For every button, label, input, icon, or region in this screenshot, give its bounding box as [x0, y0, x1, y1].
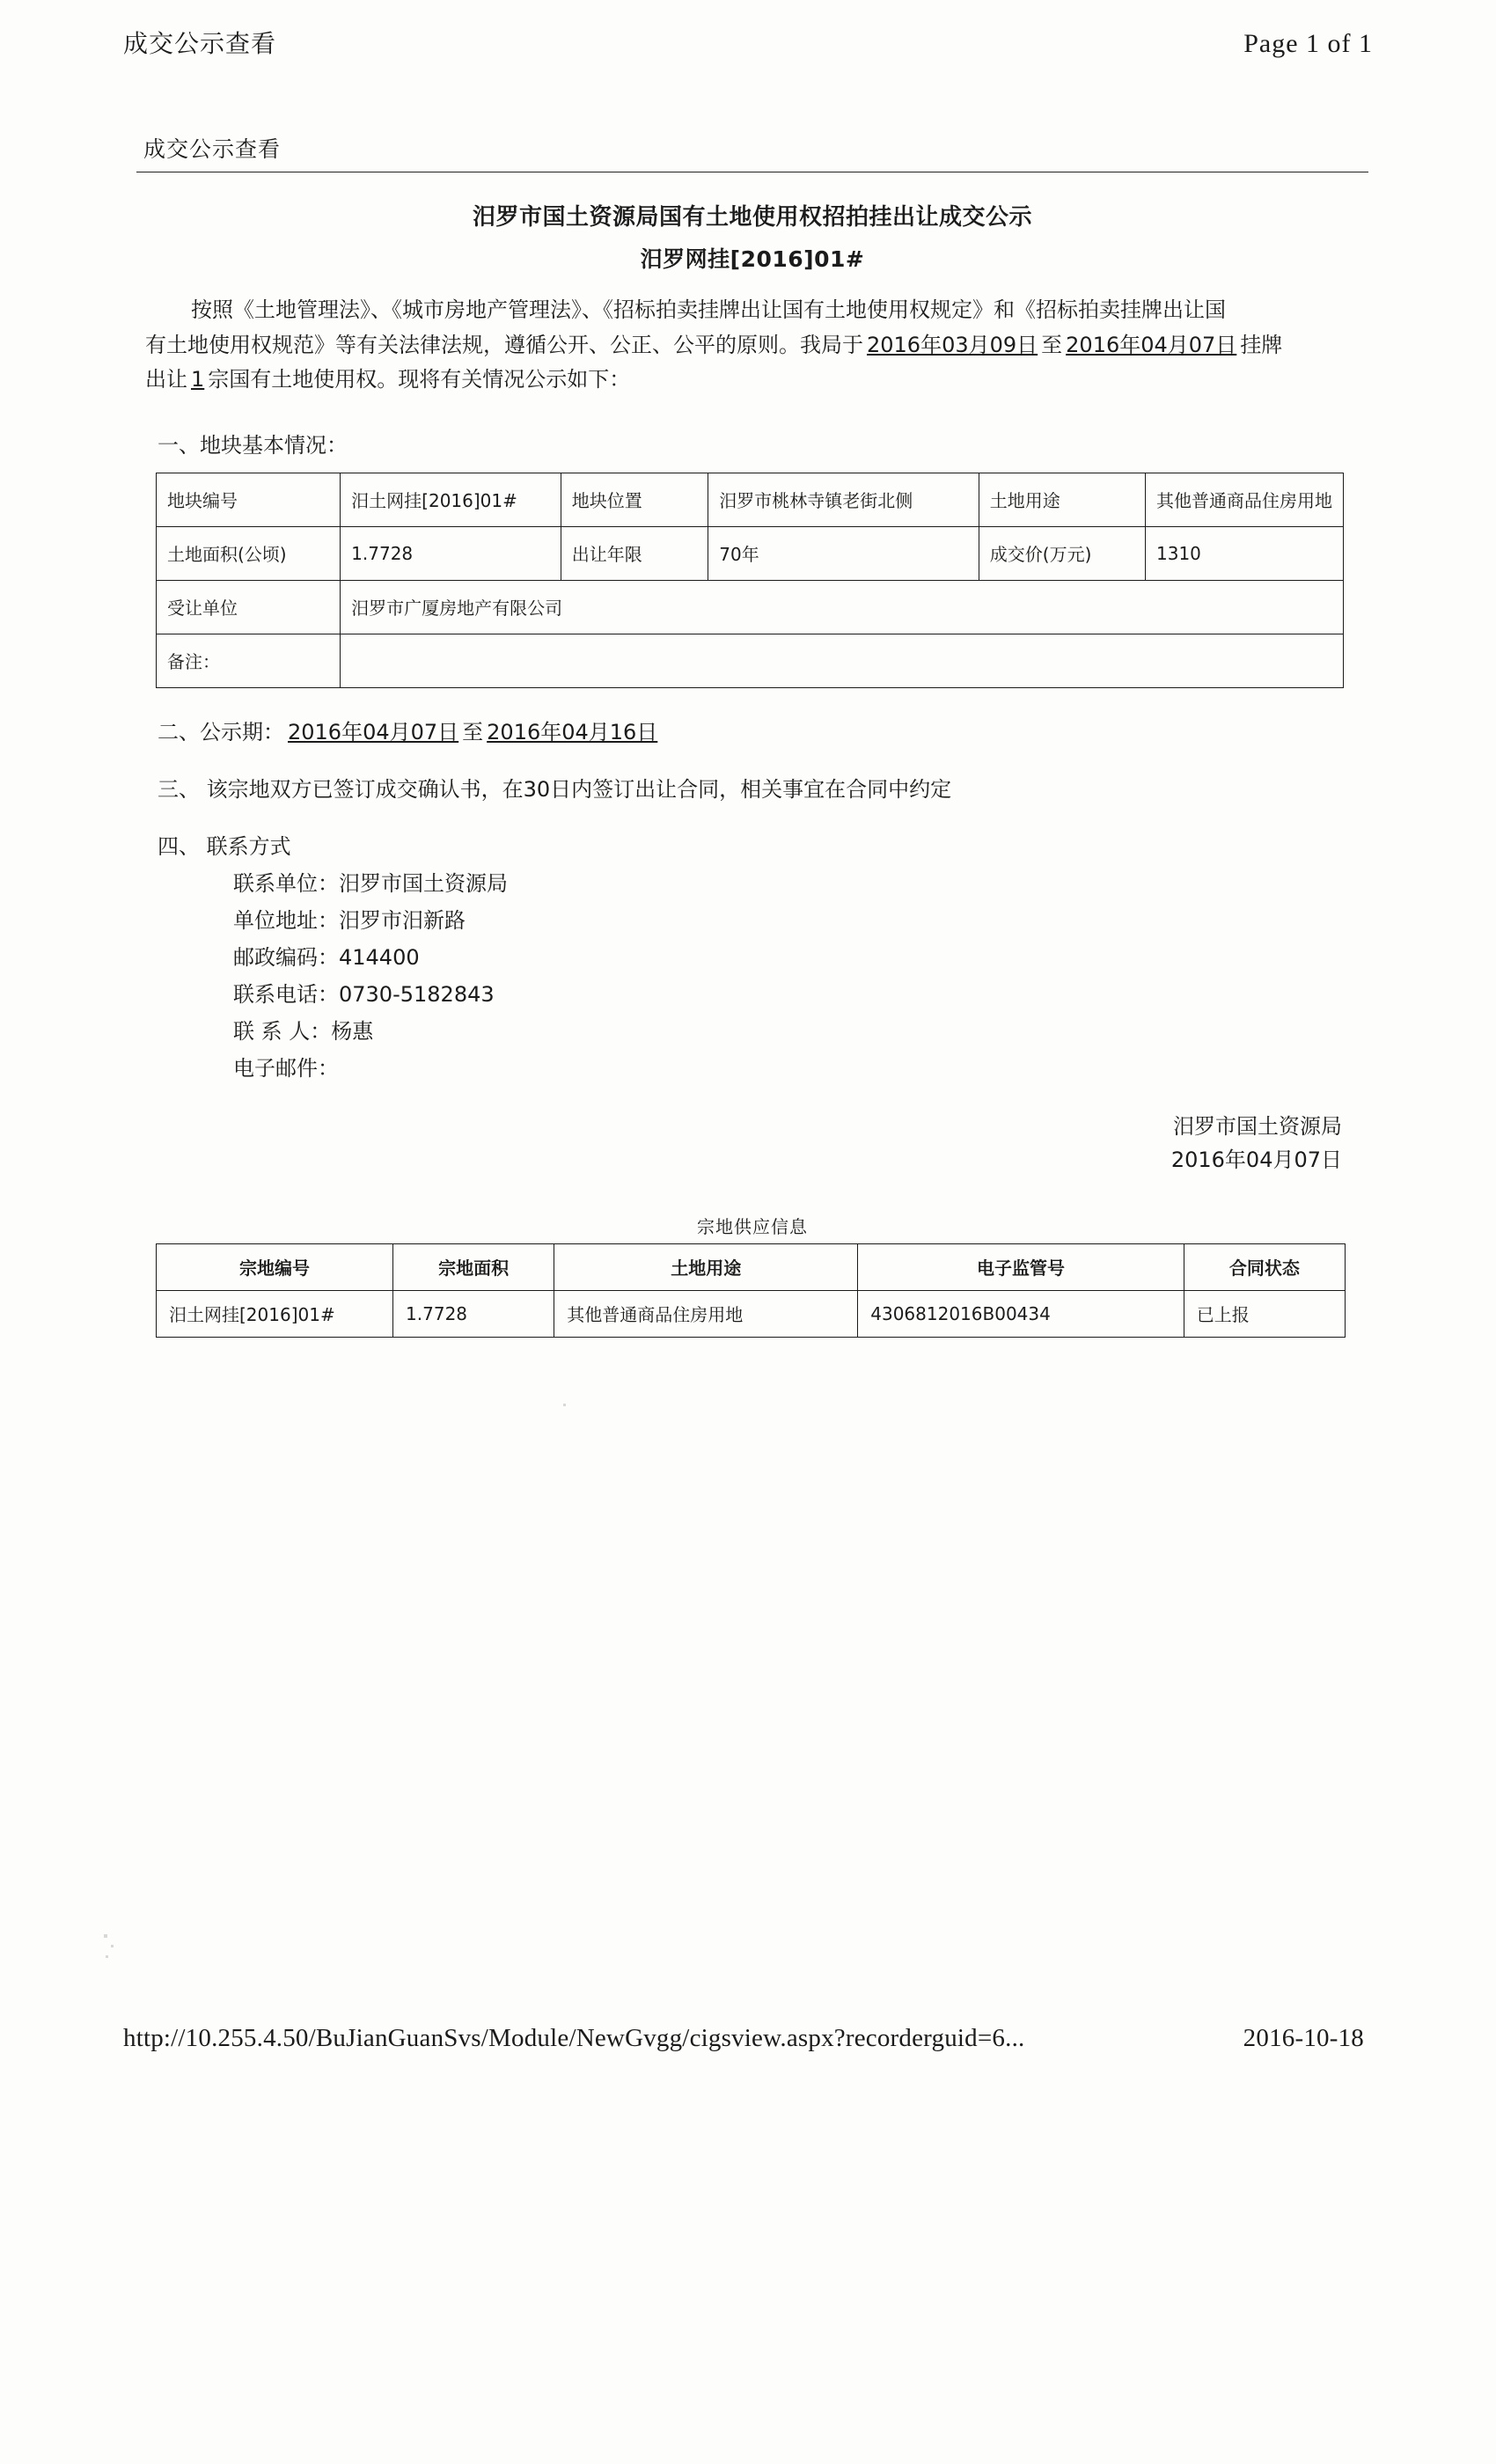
signature-block: [136, 1110, 1368, 1177]
print-header-title: 成交公示查看: [123, 29, 277, 58]
col-header-land-use: 土地用途: [554, 1243, 858, 1290]
col-header-contract-status: 合同状态: [1184, 1243, 1345, 1290]
cell-value-remark: [341, 634, 1344, 687]
table-header-row: [157, 1243, 1346, 1290]
cell-value-price: 1310: [1146, 526, 1344, 580]
cell-value-parcel-no: 汨土网挂[2016]01#: [341, 473, 561, 526]
scan-speck: [106, 1955, 108, 1958]
section-2-between: 至: [462, 719, 484, 744]
parcel-info-table: [156, 473, 1344, 688]
cell-parcel-area: 1.7728: [393, 1290, 554, 1337]
table-row: [157, 580, 1344, 634]
scan-speck: [563, 1404, 566, 1406]
section-1-heading: 一、地块基本情况：: [158, 432, 348, 458]
contact-email: 电子邮件：: [233, 1055, 339, 1081]
col-header-parcel-no: 宗地编号: [157, 1243, 393, 1290]
document-body: [136, 132, 1368, 1338]
intro-line2a: 有土地使用权规范》等有关法律法规，遵循公开、公正、公平的原则。我局于: [145, 332, 863, 357]
signature-date: 2016年04月07日: [1170, 1148, 1342, 1173]
cell-land-use: 其他普通商品住房用地: [554, 1290, 858, 1337]
col-header-supervision-no: 电子监管号: [858, 1243, 1184, 1290]
cell-value-parcel-location: 汨罗市桃林寺镇老街北侧: [708, 473, 979, 526]
section-2-prefix: 二、公示期：: [158, 719, 284, 744]
cell-label-price: 成交价(万元): [979, 526, 1145, 580]
cell-value-land-use: 其他普通商品住房用地: [1146, 473, 1344, 526]
intro-line2b: 挂牌: [1240, 332, 1283, 357]
contact-address: 单位地址：汨罗市汨新路: [233, 907, 466, 933]
supply-info-table: [156, 1243, 1346, 1338]
contact-unit: 联系单位：汨罗市国土资源局: [233, 870, 508, 896]
cell-contract-status: 已上报: [1184, 1290, 1345, 1337]
intro-line3a: 出让: [145, 367, 187, 392]
table-row: [157, 473, 1344, 526]
cell-label-term: 出让年限: [561, 526, 708, 580]
scan-speck: [104, 1934, 107, 1938]
intro-between: 至: [1041, 332, 1063, 357]
footer-url: http://10.255.4.50/BuJianGuanSvs/Module/NewGvgg/cigsview.aspx?recorderguid=6...: [123, 2024, 1025, 2052]
supply-table-caption: 宗地供应信息: [697, 1215, 808, 1237]
cell-parcel-no: 汨土网挂[2016]01#: [157, 1290, 393, 1337]
section-2-line: [136, 715, 1368, 745]
intro-line3b: 宗国有土地使用权。现将有关情况公示如下：: [208, 367, 631, 392]
document-tab-label: 成交公示查看: [143, 136, 282, 162]
document-title: 汨罗市国土资源局国有土地使用权招拍挂出让成交公示: [472, 204, 1032, 231]
table-row: [157, 634, 1344, 687]
publicity-date-from: 2016年04月07日: [288, 719, 459, 744]
print-header: [123, 25, 1373, 60]
signature-org: 汨罗市国土资源局: [1173, 1113, 1342, 1139]
table-row: [157, 526, 1344, 580]
intro-paragraph: [136, 293, 1368, 398]
cell-value-area: 1.7728: [341, 526, 561, 580]
page-indicator: Page 1 of 1: [1243, 29, 1373, 58]
cell-value-transferee: 汨罗市广厦房地产有限公司: [341, 580, 1344, 634]
intro-parcel-count: 1: [191, 367, 205, 392]
col-header-parcel-area: 宗地面积: [393, 1243, 554, 1290]
section-3-line: 三、 该宗地双方已签订成交确认书，在30日内签订出让合同，相关事宜在合同中约定: [158, 776, 952, 802]
cell-label-area: 土地面积(公顷): [157, 526, 341, 580]
contact-postcode: 邮政编码：414400: [233, 944, 420, 970]
contact-phone: 联系电话：0730-5182843: [233, 981, 495, 1007]
cell-label-parcel-no: 地块编号: [157, 473, 341, 526]
scan-speck: [111, 1945, 114, 1947]
cell-label-transferee: 受让单位: [157, 580, 341, 634]
intro-lead: 按照《土地管理法》、《城市房地产管理法》、《招标拍卖挂牌出让国有土地使用权规定》和《招标拍卖挂牌出让国: [191, 297, 1226, 322]
table-row: [157, 1290, 1346, 1337]
footer-date: 2016-10-18: [1243, 2024, 1364, 2052]
publicity-date-to: 2016年04月16日: [487, 719, 658, 744]
intro-date-from: 2016年03月09日: [867, 332, 1038, 357]
cell-label-land-use: 土地用途: [979, 473, 1145, 526]
cell-label-remark: 备注：: [157, 634, 341, 687]
contact-person: 联 系 人：杨惠: [233, 1018, 374, 1044]
cell-value-term: 70年: [708, 526, 979, 580]
title-block: [136, 199, 1368, 274]
section-4-heading: 四、 联系方式: [158, 833, 291, 859]
print-footer: [123, 2024, 1373, 2053]
document-subtitle: 汨罗网挂[2016]01#: [640, 246, 865, 272]
contact-block: [136, 865, 1368, 1087]
intro-date-to: 2016年04月07日: [1066, 332, 1237, 357]
cell-supervision-no: 4306812016B00434: [858, 1290, 1184, 1337]
cell-label-parcel-location: 地块位置: [561, 473, 708, 526]
